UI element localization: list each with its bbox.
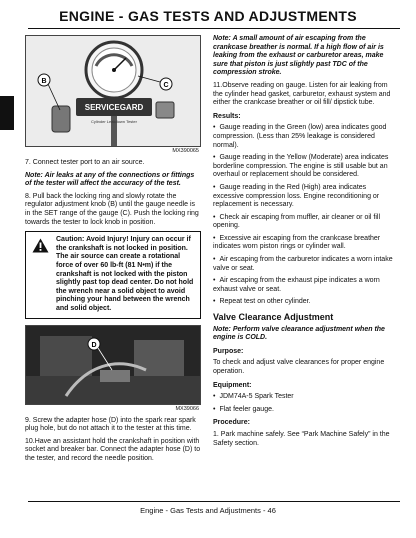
- caution-heading: Caution: Avoid Injury! Injury can occur if the crankshaft is not locked in position.: [56, 236, 191, 252]
- procedure-label: Procedure:: [213, 419, 250, 427]
- step-9: 9. Screw the adapter hose (D) into the spark rear spark plug hole, but do not attach it to the tester at this time.: [25, 416, 196, 433]
- engine-photo: [26, 326, 200, 404]
- page-title: ENGINE - GAS TESTS AND ADJUSTMENTS: [59, 8, 357, 24]
- caution-body: The air source can create a rotational force of over 60 lb-ft (81 N•m) if the crankshaft is not locked with the piston slightly past top dead center. Do not hold the wrench near a solid object to avoid pinching your hand between the wrench and solid object.: [56, 253, 194, 312]
- gauge-brand-label: SERVICEGARD: [84, 103, 144, 112]
- gauge-sub-label: Cylinder Leakdown Tester: [91, 119, 137, 124]
- note-crankcase: Note: A small amount of air escaping from the crankcase breather is normal. If a high flow of air is leaking from the exhaust or carburetor areas, make sure that piston is just slightly past TDC of the compression stroke.: [213, 35, 384, 77]
- section-tab-marker: [0, 96, 14, 130]
- header-rule: [28, 28, 400, 29]
- equipment-item: • JDM74A-5 Spark Tester: [213, 393, 393, 402]
- purpose-text: To check and adjust valve clearances for proper engine operation.: [213, 359, 385, 375]
- tester-gauge-figure: [25, 35, 201, 147]
- procedure-step-1: 1. Park machine safely. See “Park Machine Safely” in the Safety section.: [213, 430, 390, 447]
- left-column: [25, 35, 201, 467]
- step-11: 11.Observe reading on gauge. Listen for air leaking from the cylinder head gasket, carburetor, exhaust system and either the crankcase breather or oil fill/ dipstick tube.: [213, 81, 391, 107]
- equipment-label: Equipment:: [213, 381, 252, 389]
- result-item: • Gauge reading in the Yellow (Moderate) area indicates borderline compression. The engine is still usable but an overhaul or replacement should be considered.: [213, 154, 393, 180]
- section-heading-valve-clearance: Valve Clearance Adjustment: [213, 312, 334, 323]
- result-item: • Air escaping from the carburetor indicates a worn intake valve or seat.: [213, 256, 393, 273]
- figure-code-2: MX39066: [175, 405, 199, 412]
- step-7: 7. Connect tester port to an air source.: [25, 159, 145, 166]
- step-10: 10.Have an assistant hold the crankshaft in position with socket and breaker bar. Connect the adapter hose (D) to the tester, and record the needle position.: [25, 437, 201, 462]
- note-engine-cold: Note: Perform valve clearance adjustment when the engine is COLD.: [213, 325, 385, 342]
- result-item: • Air escaping from the exhaust pipe indicates a worn exhaust valve or seat.: [213, 277, 393, 294]
- footer-rule: [28, 501, 400, 502]
- warning-triangle-icon: [32, 238, 49, 253]
- result-item: • Excessive air escaping from the crankcase breather indicates worn piston rings or cylinder wall.: [213, 235, 393, 252]
- adapter-hose-figure: [25, 325, 201, 405]
- callout-d: D: [91, 341, 97, 349]
- result-item: • Gauge reading in the Green (low) area indicates good compression. (Less than 25% leakage is considered normal).: [213, 124, 393, 150]
- figure-code: MX390065: [172, 148, 199, 154]
- result-item: • Check air escaping from muffler, air cleaner or oil fill opening.: [213, 214, 393, 231]
- callout-b: B: [41, 78, 47, 85]
- equipment-item: • Flat feeler gauge.: [213, 406, 393, 415]
- step-8: 8. Pull back the locking ring and slowly rotate the regulator adjustment knob (B) until the gauge needle is in the SET range of the gauge (C). Push the locking ring towards the tester to lock knob in position.: [25, 192, 199, 226]
- result-item: • Gauge reading in the Red (High) area indicates excessive compression loss. Engine reconditioning or replacement is necessary.: [213, 184, 393, 210]
- right-column: [213, 35, 393, 452]
- note-air-leaks: Note: Air leaks at any of the connections or fittings of the tester will affect the accuracy of the test.: [25, 171, 195, 188]
- purpose-label: Purpose:: [213, 347, 244, 355]
- caution-box: [25, 231, 201, 318]
- callout-c: C: [163, 82, 169, 89]
- result-item: • Repeat test on other cylinder.: [213, 298, 393, 307]
- leakdown-tester-illustration: [26, 36, 200, 146]
- page-footer: Engine - Gas Tests and Adjustments - 46: [140, 506, 276, 515]
- results-label: Results:: [213, 112, 241, 120]
